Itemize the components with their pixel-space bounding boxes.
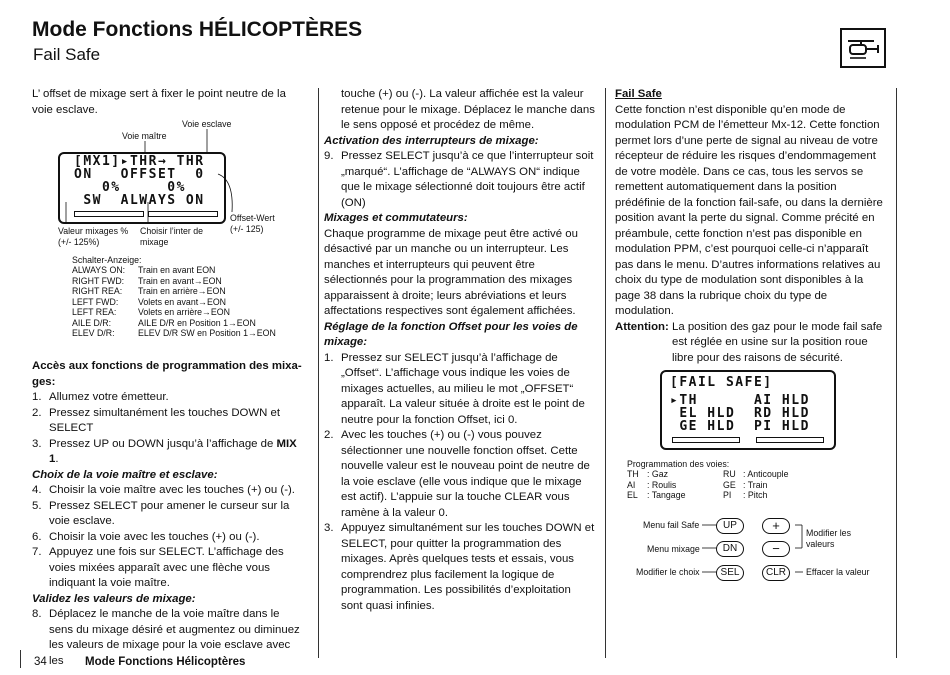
leader-lines	[58, 172, 258, 232]
schalter-value: Train en arrière→EON	[138, 286, 226, 296]
schalter-value: Train en avant→EON	[138, 275, 222, 286]
schalter-key: LEFT REA:	[72, 307, 117, 317]
step-text: Appuyez simultanément sur les touches DOWN et SELECT, pour quitter la programmation des mixages. Après quelques tests et essais, vous comprendrez plus facilement la logique de programmation. Les possibilités d’exploitation sont quasi infinies.	[341, 522, 595, 612]
prog-label: : Pitch	[743, 490, 768, 500]
page-number: 34	[34, 656, 47, 668]
footer-title: Mode Fonctions Hélicoptères	[85, 656, 246, 668]
prog-table	[627, 469, 788, 501]
prog-label: : Anticouple	[743, 469, 789, 479]
prog-code: AI	[627, 479, 636, 490]
step-number: 1.	[32, 391, 42, 403]
lcd-line: 0% 0%	[74, 180, 186, 195]
column-3	[615, 87, 885, 366]
lcd-line: GE HLD PI HLD	[670, 419, 810, 434]
prog-label: : Tangage	[647, 490, 686, 500]
step-text-end: .	[55, 453, 59, 465]
attention-label: Attention:	[615, 320, 669, 333]
page-title: Mode Fonctions HÉLICOPTÈRES	[32, 18, 363, 41]
label-valeur-range: (+/- 125%)	[58, 237, 100, 247]
schalter-value: Train en avant EON	[138, 265, 216, 275]
page-subtitle: Fail Safe	[33, 45, 101, 64]
label-offset-range: (+/- 125)	[230, 224, 264, 234]
section-heading: Fail Safe	[615, 88, 662, 100]
paragraph: Chaque programme de mixage peut être activé ou désactivé par un manche ou un interrupteur. Les manches et interrupteurs qui peuvent être sélectionnés pour la programmation des mixages apparaissent à droite; leurs abréviations et leurs affectations respectives sont également affichées.	[324, 227, 578, 317]
step-bold: MIX 1	[49, 437, 297, 465]
label-voie-maitre: Voie maître	[122, 131, 167, 141]
column-divider	[318, 88, 319, 658]
down-button[interactable]: DN	[716, 541, 744, 557]
schalter-key: LEFT FWD:	[72, 296, 119, 307]
step-text: Déplacez le manche de la voie maître dans le sens du mixage désiré et augmentez ou diminuez les valeurs de mixage pour la voie esclave avec les	[49, 608, 300, 667]
helicopter-icon	[840, 28, 886, 68]
step-text: Pressez sur SELECT jusqu’à l’affichage de „Offset“. L’affichage vous indique les voies de mixages actuelles, au milieu le mot „OFFSET“ apparaît. La valeur située à droite est le point de neutre pour la fonction Offset, ici 0.	[341, 351, 585, 426]
section-heading: Mixages et commutateurs:	[324, 212, 468, 224]
schalter-key: ELEV D/R:	[72, 328, 115, 338]
select-button[interactable]: SEL	[716, 565, 744, 581]
step-number: 5.	[32, 499, 42, 512]
step-text: Pressez UP ou DOWN jusqu’à l’affichage de	[49, 437, 277, 450]
paragraph: touche (+) ou (-). La valeur affichée est la valeur retenue pour le mixage. Déplacez le manche dans le sens opposé et procédez de même.	[341, 88, 595, 131]
label-voie-esclave: Voie esclave	[182, 119, 232, 129]
schalter-key: AILE D/R:	[72, 317, 112, 328]
lcd-line: ▸TH AI HLD	[670, 393, 810, 408]
lcd-line: SW ALWAYS ON	[74, 193, 205, 208]
step-number: 3.	[32, 437, 42, 450]
step-number: 1.	[324, 351, 334, 364]
section-heading: Choix de la voie maître et esclave:	[32, 468, 218, 481]
schalter-value: Volets en avant→EON	[138, 296, 227, 307]
step-text: Avec les touches (+) ou (-) vous pouvez sélectionner une nouvelle fonction offset. Cette nouvelle valeur est le nouveau point de neutre de la voie esclave (elle vous indique que le mixage est actif). L’appuie sur la touche CLEAR vous ramène à la valeur 0.	[341, 429, 590, 519]
schalter-table	[72, 265, 276, 339]
label-inter-2: mixage	[140, 237, 169, 247]
lcd-display-failsafe	[660, 370, 836, 450]
schalter-title: Schalter-Anzeige:	[72, 255, 142, 265]
label-menu-mixage: Menu mixage	[647, 544, 700, 554]
schalter-value: AILE D/R en Position 1→EON	[138, 317, 256, 328]
prog-code: EL	[627, 490, 638, 500]
section-heading: Accès aux fonctions de programmation des mixa-ges:	[32, 360, 302, 388]
trim-bar	[756, 437, 824, 443]
prog-code: PI	[723, 490, 732, 500]
column-divider	[896, 88, 897, 658]
label-modifier-valeurs: Modifier les	[806, 528, 851, 538]
lcd-line: ON OFFSET 0	[74, 167, 205, 182]
schalter-key: ALWAYS ON:	[72, 265, 126, 275]
label-inter: Choisir l’inter de	[140, 226, 204, 236]
step-number: 8.	[32, 608, 42, 620]
section-heading: Activation des interrupteurs de mixage:	[324, 134, 539, 147]
prog-code: RU	[723, 469, 736, 479]
step-text: Allumez votre émetteur.	[49, 391, 169, 403]
paragraph: Cette fonction n’est disponible qu’en mode de modulation PCM de l’émetteur Mx-12. Cette fonction permet lors d’une perte de signal au niveau de votre récepteur de réduire les risques d’endommagement de votre modèle. Dans ce cas, tous les servos se remettent automatiquement dans la position prédéfinie de la fonction fail-safe, ou dans la dernière position avant la perte du signal. Comme précité en préambule, cette fonction n’est pas disponible en modulation PPM, c’est pourquoi celle-ci n’apparaît pas dans le menu. D’autres informations relatives au choix du type de modulation sont disponibles à la page 38 dans la rubrique choix du type de modulation.	[615, 103, 883, 317]
clear-button[interactable]: CLR	[762, 565, 790, 581]
trim-bar	[672, 437, 740, 443]
schalter-key: RIGHT REA:	[72, 286, 123, 296]
step-text: Choisir la voie maître avec les touches (+) ou (-).	[49, 484, 295, 496]
step-text: Pressez SELECT pour amener le curseur sur la voie esclave.	[49, 499, 290, 527]
lcd-line: EL HLD RD HLD	[670, 406, 810, 421]
step-text: Pressez simultanément les touches DOWN et SELECT	[49, 406, 281, 434]
prog-code: GE	[723, 479, 736, 490]
step-number: 9.	[324, 150, 334, 162]
step-number: 3.	[324, 522, 334, 534]
lcd-line: [MX1]▸THR→ THR	[74, 154, 205, 169]
column-1-body	[32, 359, 304, 669]
schalter-key: RIGHT FWD:	[72, 275, 125, 286]
label-modifier-choix: Modifier le choix	[636, 567, 700, 577]
section-heading: Réglage de la fonction Offset pour les voies de mixage:	[324, 320, 578, 348]
label-menu-failsafe: Menu fail Safe	[643, 520, 700, 530]
step-number: 2.	[32, 406, 42, 419]
label-offset: Offset-Wert	[230, 213, 275, 223]
up-button[interactable]: UP	[716, 518, 744, 534]
column-2	[324, 87, 595, 614]
intro-text: L’ offset de mixage sert à fixer le point neutre de la voie esclave.	[32, 88, 286, 116]
step-number: 6.	[32, 530, 42, 543]
prog-code: TH	[627, 469, 639, 479]
step-number: 7.	[32, 546, 42, 558]
attention-text: La position des gaz pour le mode fail safe est réglée en usine sur la position roue libre pour des raisons de sécurité.	[672, 320, 883, 364]
label-valeur: Valeur mixages %	[58, 226, 129, 236]
column-1	[32, 87, 304, 118]
prog-label: : Train	[743, 479, 768, 490]
label-effacer: Effacer la valeur	[806, 567, 870, 577]
prog-label: : Roulis	[647, 479, 677, 490]
step-text: Appuyez une fois sur SELECT. L’affichage des voies mixées apparaît avec une flèche vous indiquant la voie maître.	[49, 546, 284, 589]
plus-button[interactable]: +	[762, 518, 790, 534]
step-text: Pressez SELECT jusqu’à ce que l’interrupteur soit „marqué“. L’affichage de “ALWAYS ON“ indique que le mixage sélectionné doit toujours être actif (ON)	[341, 150, 594, 209]
schalter-value: ELEV D/R SW en Position 1→EON	[138, 328, 276, 338]
section-heading: Validez les valeurs de mixage:	[32, 592, 196, 605]
prog-title: Programmation des voies:	[627, 459, 730, 469]
schalter-value: Volets en arrière→EON	[138, 307, 230, 317]
step-text: Choisir la voie avec les touches (+) ou (-).	[49, 530, 260, 543]
prog-label: : Gaz	[647, 469, 669, 479]
column-divider	[605, 88, 606, 658]
minus-button[interactable]: −	[762, 541, 790, 557]
step-number: 4.	[32, 484, 42, 496]
lcd-line: [FAIL SAFE]	[670, 375, 773, 390]
step-number: 2.	[324, 429, 334, 441]
label-modifier-valeurs-2: valeurs	[806, 539, 835, 549]
column-divider	[20, 650, 21, 668]
